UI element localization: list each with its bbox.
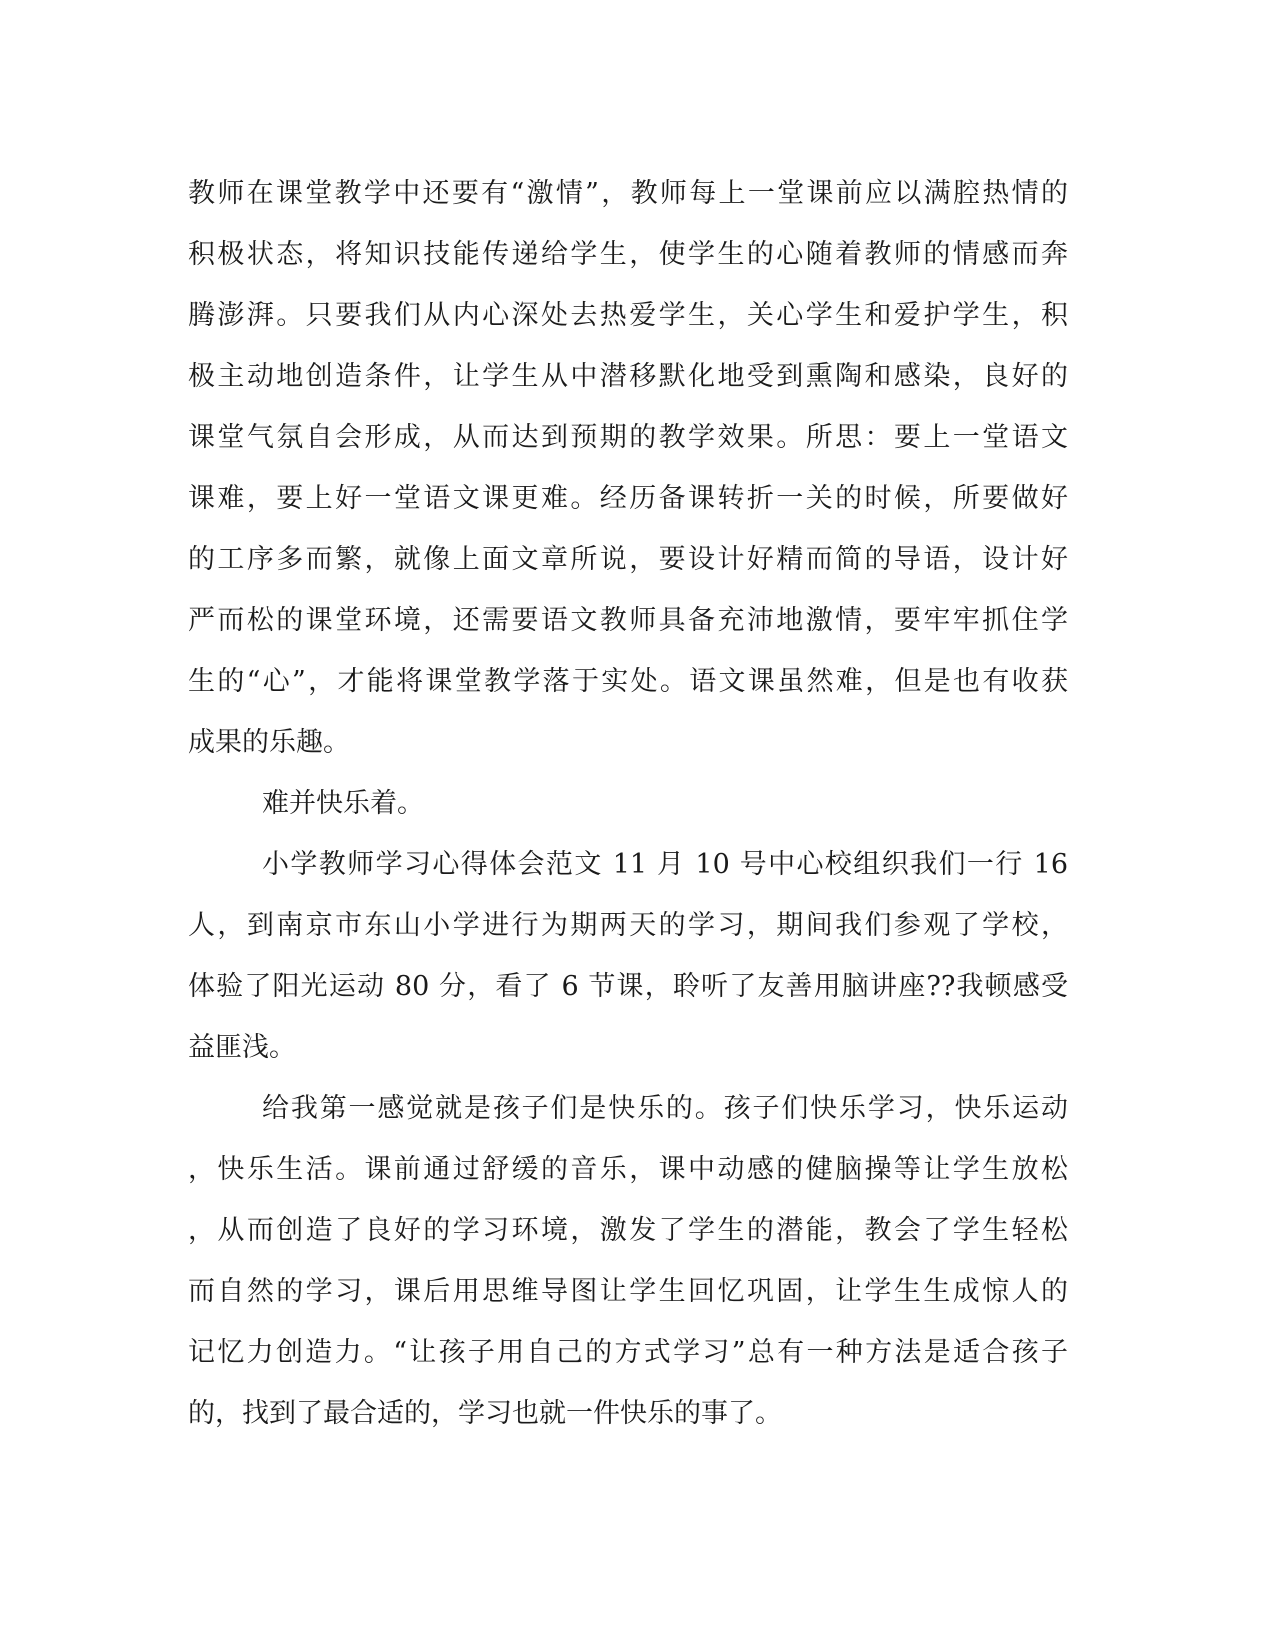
paragraph-2 — [188, 773, 1068, 834]
paragraph-3 — [188, 834, 1068, 1078]
text-line: 严而松的课堂环境，还需要语文教师具备充沛地激情，要牢牢抓住学 — [188, 605, 1068, 636]
text-line: 益匪浅。 — [188, 1032, 296, 1063]
paragraph-4 — [188, 1078, 1068, 1444]
text-line: 记忆力创造力。“让孩子用自己的方式学习”总有一种方法是适合孩子 — [188, 1337, 1068, 1368]
text-line: 课堂气氛自会形成，从而达到预期的教学效果。所思：要上一堂语文 — [188, 422, 1068, 453]
text-line: 人，到南京市东山小学进行为期两天的学习，期间我们参观了学校， — [188, 910, 1068, 941]
text-line: 体验了阳光运动 80 分，看了 6 节课，聆听了友善用脑讲座??我顿感受 — [188, 971, 1068, 1002]
text-line: 教师在课堂教学中还要有“激情”，教师每上一堂课前应以满腔热情的 — [188, 178, 1068, 209]
text-line: 生的“心”，才能将课堂教学落于实处。语文课虽然难，但是也有收获 — [188, 666, 1068, 697]
text-line: 成果的乐趣。 — [188, 727, 350, 758]
text-line: ，快乐生活。课前通过舒缓的音乐，课中动感的健脑操等让学生放松 — [188, 1154, 1068, 1185]
text-line: 难并快乐着。 — [262, 788, 424, 819]
text-line: 而自然的学习，课后用思维导图让学生回忆巩固，让学生生成惊人的 — [188, 1276, 1068, 1307]
text-line: 小学教师学习心得体会范文 11 月 10 号中心校组织我们一行 16 — [262, 849, 1068, 880]
text-line: ，从而创造了良好的学习环境，激发了学生的潜能，教会了学生轻松 — [188, 1215, 1068, 1246]
text-line: 腾澎湃。只要我们从内心深处去热爱学生，关心学生和爱护学生，积 — [188, 300, 1068, 331]
text-line: 极主动地创造条件，让学生从中潜移默化地受到熏陶和感染，良好的 — [188, 361, 1068, 392]
text-line: 的，找到了最合适的，学习也就一件快乐的事了。 — [188, 1398, 782, 1429]
text-line: 的工序多而繁，就像上面文章所说，要设计好精而简的导语，设计好 — [188, 544, 1068, 575]
document-body — [188, 163, 1068, 1444]
text-line: 积极状态，将知识技能传递给学生，使学生的心随着教师的情感而奔 — [188, 239, 1068, 270]
text-line: 给我第一感觉就是孩子们是快乐的。孩子们快乐学习，快乐运动 — [262, 1093, 1068, 1124]
text-line: 课难，要上好一堂语文课更难。经历备课转折一关的时候，所要做好 — [188, 483, 1068, 514]
paragraph-1 — [188, 163, 1068, 773]
